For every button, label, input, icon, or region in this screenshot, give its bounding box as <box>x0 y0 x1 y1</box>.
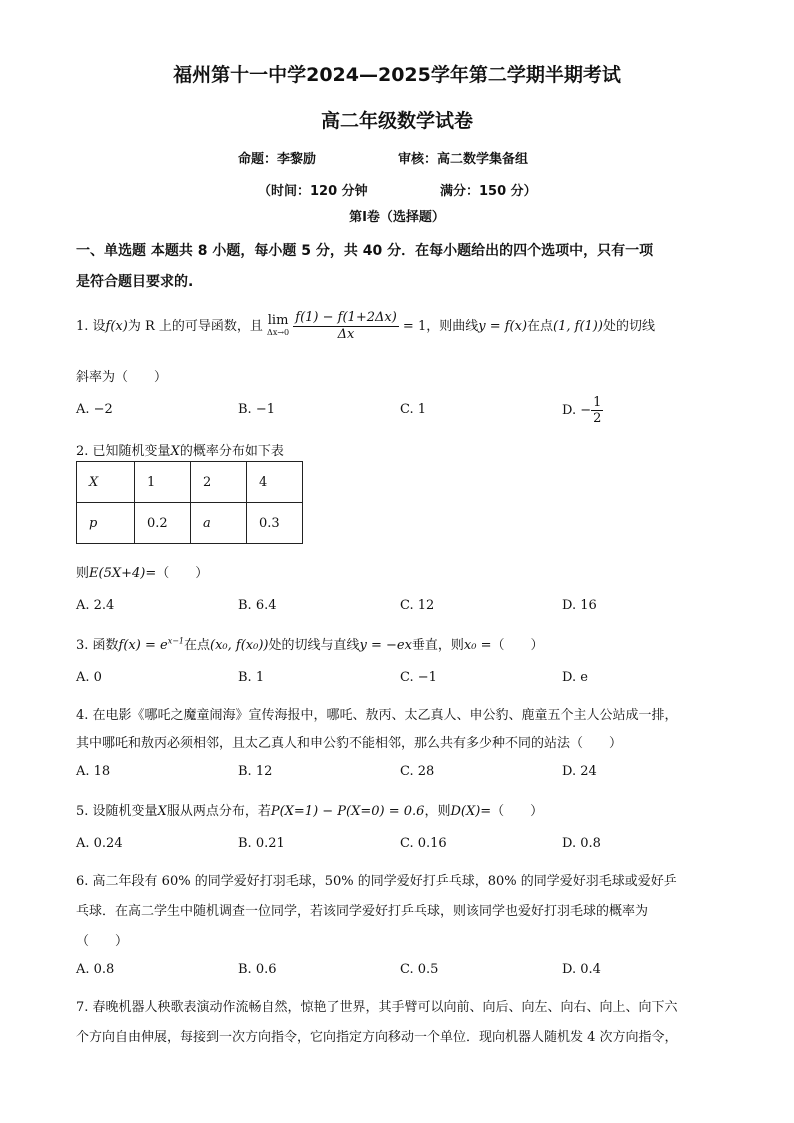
q1-option-b[interactable]: B. −1 <box>238 402 275 417</box>
q4-option-c[interactable]: C. 28 <box>400 764 435 779</box>
table-row <box>77 462 303 503</box>
q6-option-c[interactable]: C. 0.5 <box>400 962 439 977</box>
table-cell: p <box>77 503 135 544</box>
q1-option-c[interactable]: C. 1 <box>400 402 427 417</box>
time-label: （时间：120 分钟 <box>258 184 368 199</box>
q2-option-c[interactable]: C. 12 <box>400 598 435 613</box>
table-row <box>77 503 303 544</box>
q3-option-b[interactable]: B. 1 <box>238 670 265 685</box>
table-cell: a <box>191 503 247 544</box>
question-6-line3: （ ） <box>76 934 129 949</box>
q4-option-a[interactable]: A. 18 <box>76 764 111 779</box>
q2-option-d[interactable]: D. 16 <box>562 598 597 613</box>
question-1-stem: 1. 设f(x)为 R 上的可导函数，且 lim Δx→0 $\frac{f(1) - f(1+2\Delta x)}{\Delta x}$ = 1，则曲线y = f(x)在点(1, f(1))处的切线 <box>76 310 655 342</box>
section-instruction-1: 一、单选题 本题共 8 小题，每小题 5 分，共 40 分．在每小题给出的四个选项中，只有一项 <box>76 243 654 259</box>
q2-option-b[interactable]: B. 6.4 <box>238 598 277 613</box>
question-4-line2: 其中哪吒和敖丙必须相邻，且太乙真人和申公豹不能相邻，那么共有多少种不同的站法（ ） <box>76 736 623 751</box>
q4-option-b[interactable]: B. 12 <box>238 764 273 779</box>
q3-option-c[interactable]: C. −1 <box>400 670 437 685</box>
q4-option-d[interactable]: D. 24 <box>562 764 597 779</box>
table-cell: 0.3 <box>247 503 303 544</box>
question-7-line2: 个方向自由伸展，每接到一次方向指令，它向指定方向移动一个单位．现向机器人随机发 4 次方向指令， <box>76 1030 678 1045</box>
q5-option-c[interactable]: C. 0.16 <box>400 836 447 851</box>
q3-option-d[interactable]: D. e <box>562 670 588 685</box>
probability-table <box>76 461 303 544</box>
question-2-ask: 则E(5X+4)=（ ） <box>76 566 209 581</box>
exam-title: 福州第十一中学2024—2025学年第二学期半期考试 <box>173 64 621 86</box>
author-label: 命题：李黎励 <box>238 152 317 167</box>
table-cell: X <box>77 462 135 503</box>
q5-option-a[interactable]: A. 0.24 <box>76 836 123 851</box>
table-cell: 4 <box>247 462 303 503</box>
question-6-line2: 乓球．在高二学生中随机调查一位同学，若该同学爱好打乒乓球，则该同学也爱好打羽毛球的概率为 <box>76 904 649 919</box>
section-title: 第Ⅰ卷（选择题） <box>349 210 445 225</box>
question-2-stem: 2. 已知随机变量X的概率分布如下表 <box>76 444 284 459</box>
table-cell: 0.2 <box>135 503 191 544</box>
q5-option-d[interactable]: D. 0.8 <box>562 836 601 851</box>
exam-subtitle: 高二年级数学试卷 <box>320 110 473 132</box>
question-7-line1: 7. 春晚机器人秧歌表演动作流畅自然，惊艳了世界，其手臂可以向前、向后、向左、向右、向上、向下六 <box>76 1000 678 1015</box>
table-cell: 1 <box>135 462 191 503</box>
limit-fraction: $\frac{f(1) - f(1+2\Delta x)}{\Delta x}$ <box>295 310 397 342</box>
question-6-line1: 6. 高二年段有 60% 的同学爱好打羽毛球，50% 的同学爱好打乒乓球，80% 的同学爱好羽毛球或爱好乒 <box>76 874 677 889</box>
section-instruction-2: 是符合题目要求的. <box>76 274 194 290</box>
question-3-stem: 3. 函数$f(x) = e^{x-1}$在点(x₀, f(x₀))处的切线与直线y = −ex垂直，则x₀ =（ ） <box>76 636 544 653</box>
question-1-line2: 斜率为（ ） <box>76 370 168 385</box>
q6-option-a[interactable]: A. 0.8 <box>76 962 115 977</box>
question-4-line1: 4. 在电影《哪吒之魔童闹海》宣传海报中，哪吒、敖丙、太乙真人、申公豹、鹿童五个主人公站成一排， <box>76 708 678 723</box>
q1-option-d[interactable]: D. − $\frac{1}{2}$ <box>562 395 602 426</box>
score-label: 满分：150 分） <box>440 184 537 199</box>
q6-option-b[interactable]: B. 0.6 <box>238 962 277 977</box>
q2-option-a[interactable]: A. 2.4 <box>76 598 115 613</box>
reviewer-label: 审核：高二数学集备组 <box>398 152 529 167</box>
q1-option-a[interactable]: A. −2 <box>76 402 113 417</box>
table-cell: 2 <box>191 462 247 503</box>
q5-option-b[interactable]: B. 0.21 <box>238 836 285 851</box>
q6-option-d[interactable]: D. 0.4 <box>562 962 601 977</box>
q3-option-a[interactable]: A. 0 <box>76 670 102 685</box>
question-5-stem: 5. 设随机变量X服从两点分布，若P(X=1) − P(X=0) = 0.6，则D(X)=（ ） <box>76 804 544 819</box>
limit-symbol: lim Δx→0 <box>267 312 290 337</box>
